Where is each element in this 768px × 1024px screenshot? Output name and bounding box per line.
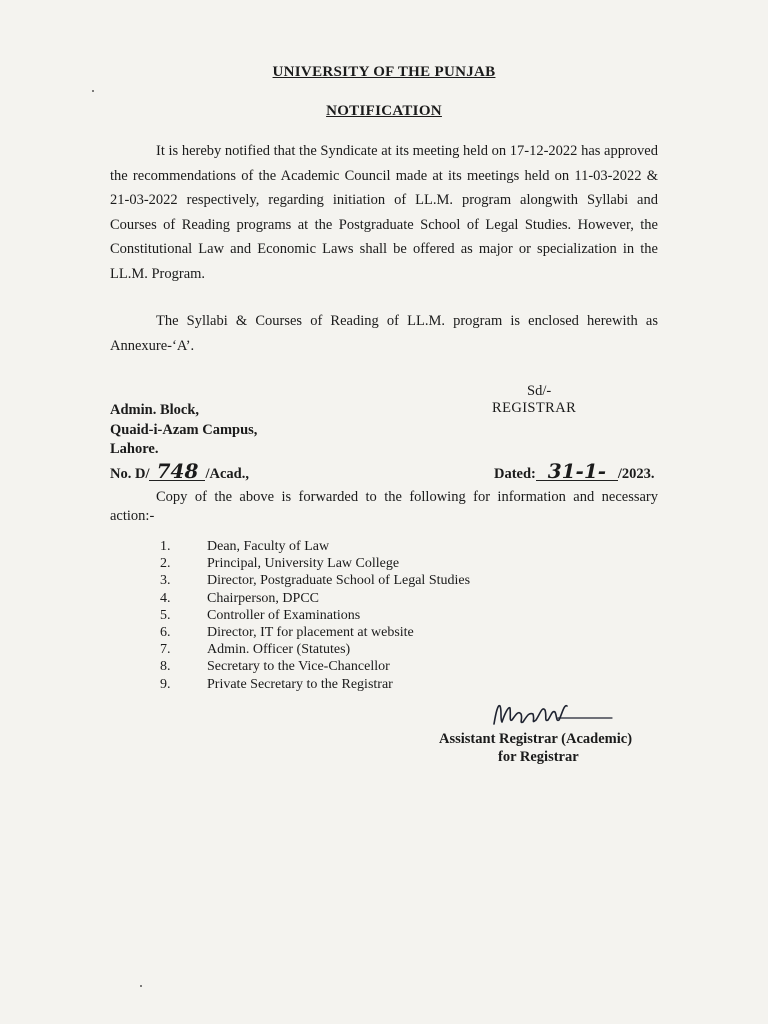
- paper-speck: [92, 90, 94, 92]
- address-line-2: Quaid-i-Azam Campus,: [110, 422, 258, 438]
- registrar-label: REGISTRAR: [492, 400, 577, 416]
- list-item-number: 1.: [160, 539, 171, 554]
- list-item-label: Dean, Faculty of Law: [207, 539, 330, 554]
- recipients-list: [160, 538, 470, 693]
- notification-paragraph-1: [110, 139, 658, 286]
- list-item-number: 4.: [160, 590, 171, 606]
- list-item: [160, 572, 470, 589]
- forward-paragraph: [110, 488, 658, 526]
- dated-label: Dated:: [494, 466, 536, 482]
- list-item: [160, 641, 470, 658]
- list-item-number: 6.: [160, 624, 171, 640]
- list-item: [160, 658, 470, 675]
- address-line-1: Admin. Block,: [110, 402, 200, 418]
- handwritten-signature: [488, 698, 618, 732]
- list-item-number: 8.: [160, 659, 171, 675]
- dated-year: /2023.: [617, 466, 655, 482]
- list-item: [160, 555, 470, 572]
- forward-text: Copy of the above is forwarded to the following for information and necessary action:-: [110, 489, 658, 524]
- list-item-label: Chairperson, DPCC: [207, 590, 319, 606]
- list-item-number: 9.: [160, 676, 171, 692]
- list-item-number: 3.: [160, 573, 171, 589]
- list-item-label: Controller of Examinations: [207, 607, 361, 623]
- paper-speck: [140, 985, 142, 987]
- paragraph-2-text: The Syllabi & Courses of Reading of LL.M. program is enclosed herewith as Annexure-‘A’.: [110, 313, 658, 354]
- notification-paragraph-2: [110, 309, 658, 358]
- list-item: [160, 607, 470, 624]
- assistant-registrar-title: Assistant Registrar (Academic): [439, 731, 633, 747]
- reference-suffix: /Acad.,: [205, 466, 249, 482]
- paragraph-1-text: It is hereby notified that the Syndicate at its meeting held on 17-12-2022 has approved the recommendations of the Academic Council made at its meetings held on 11-03-2022 & 21-03-2022 respectively, regarding initiation of LL.M. program alongwith Syllabi and Courses of Reading programs at the Postgraduate School of Legal Studies. However, the Constitutional Law and Economic Laws shall be offered as major or specialization in the LL.M. Program.: [110, 143, 658, 282]
- list-item-label: Admin. Officer (Statutes): [207, 642, 351, 658]
- list-item: [160, 676, 470, 693]
- list-item-label: Director, Postgraduate School of Legal Studies: [207, 573, 471, 589]
- list-item-number: 7.: [160, 642, 171, 658]
- list-item-label: Director, IT for placement at website: [207, 624, 414, 640]
- dated-handwritten-date: 31-1-: [536, 462, 618, 481]
- list-item: [160, 624, 470, 641]
- list-item: [160, 538, 470, 555]
- list-item-label: Private Secretary to the Registrar: [207, 676, 393, 692]
- list-item-number: 2.: [160, 556, 171, 572]
- reference-prefix: No. D/: [110, 466, 150, 482]
- dated-line: [494, 459, 655, 483]
- list-item: [160, 590, 470, 607]
- notification-title: NOTIFICATION: [326, 103, 442, 119]
- list-item-label: Principal, University Law College: [207, 556, 400, 572]
- sd-mark: Sd/-: [527, 383, 552, 399]
- for-registrar-label: for Registrar: [498, 749, 579, 765]
- reference-number: [110, 459, 249, 483]
- reference-handwritten-number: 748: [149, 462, 205, 481]
- address-line-3: Lahore.: [110, 441, 159, 457]
- list-item-label: Secretary to the Vice-Chancellor: [207, 659, 390, 675]
- list-item-number: 5.: [160, 607, 171, 623]
- university-name: UNIVERSITY OF THE PUNJAB: [272, 64, 496, 80]
